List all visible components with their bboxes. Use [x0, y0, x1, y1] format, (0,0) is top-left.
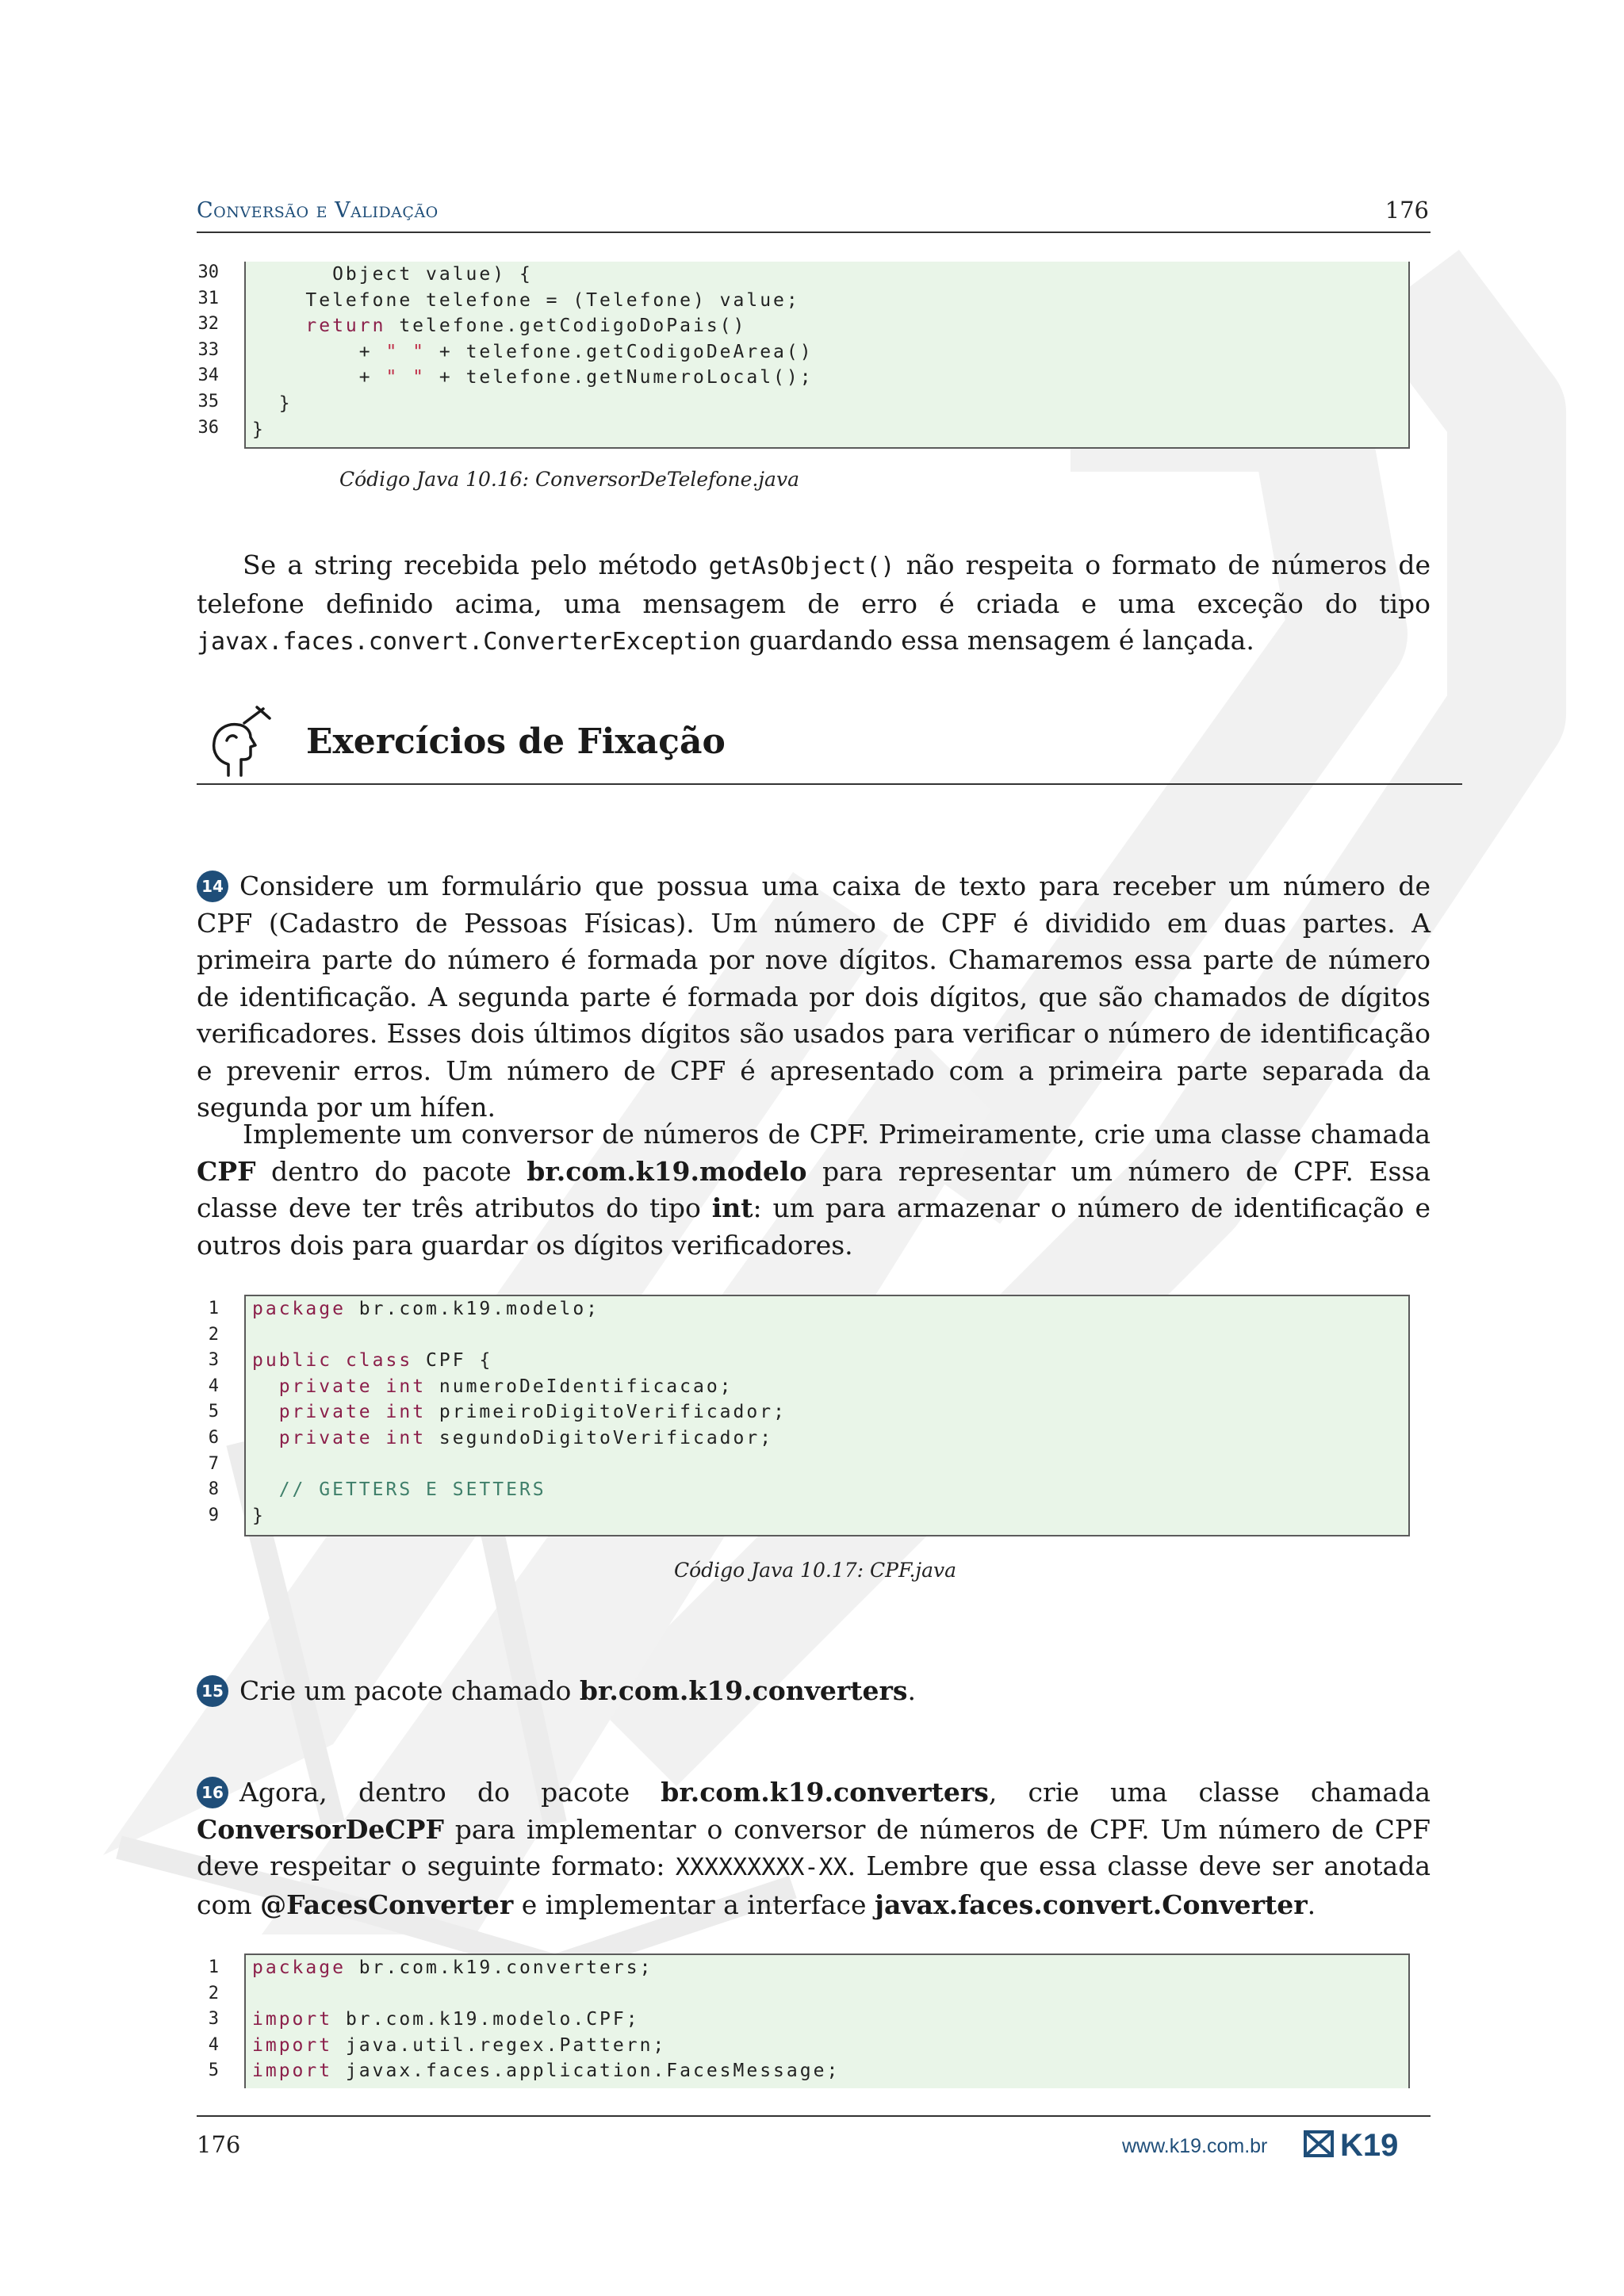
- line-number: 32: [197, 314, 219, 335]
- page-number-bottom: 176: [197, 2131, 241, 2158]
- exercise-16-badge: 16: [197, 1777, 228, 1808]
- listing-1017-code: [244, 1295, 1410, 1536]
- line-number: 6: [208, 1427, 219, 1448]
- code-line: import javax.faces.application.FacesMessage;: [252, 2061, 841, 2082]
- header-rule: [197, 232, 1431, 233]
- listing-1016-code: [244, 262, 1410, 449]
- line-number: 3: [208, 2009, 219, 2030]
- listing-1017-line-numbers: [187, 1296, 219, 1529]
- line-number: 36: [197, 417, 219, 438]
- section-rule: [197, 783, 1462, 785]
- code-converter-exception: javax.faces.convert.ConverterException: [197, 628, 741, 656]
- exercise-14-instructions: Implemente um conversor de números de CPF. Primeiramente, crie uma classe chamada CPF dentro do pacote br.com.k19.modelo para representar um número de CPF. Essa classe deve ter três atributos do tipo int: um para armazenar o número de identificação e outros dois para guardar os dígitos verificadores.: [197, 1119, 1431, 1261]
- page-number-top: 176: [1385, 197, 1429, 224]
- exercise-14-text: 14 Considere um formulário que possua uma caixa de texto para receber um número de CPF (Cadastro de Pessoas Físicas). Um número de CPF é dividido em duas partes. A primeira parte do número é formada por nove dígitos. Chamaremos essa parte de número de identificação. A segunda parte é formada por dois dígitos, que são chamados de dígitos verificadores. Esses dois últimos dígitos são usados para verificar o número de identificação e prevenir erros. Um número de CPF é apresentado com a primeira parte separada da segunda por um hífen.: [197, 871, 1431, 1123]
- listing-1016-line-numbers: [187, 260, 219, 441]
- line-number: 7: [208, 1453, 219, 1474]
- code-line: import br.com.k19.modelo.CPF;: [252, 2009, 640, 2030]
- code-line: + " " + telefone.getCodigoDeArea(): [252, 341, 814, 362]
- line-number: 30: [197, 262, 219, 282]
- line-number: 34: [197, 365, 219, 386]
- code-line: // GETTERS E SETTERS: [278, 1479, 546, 1501]
- code-line: [246, 1322, 1408, 1349]
- code-line: }: [252, 419, 266, 440]
- line-number: 9: [208, 1505, 219, 1525]
- code-line: import java.util.regex.Pattern;: [252, 2034, 667, 2056]
- code-line: private int primeiroDigitoVerificador;: [278, 1402, 787, 1423]
- line-number: 3: [208, 1350, 219, 1371]
- line-number: 5: [208, 2061, 219, 2081]
- paragraph-getasobject: Se a string recebida pelo método getAsObject() não respeita o formato de números de telefone definido acima, uma mensagem de erro é criada e uma exceção do tipo javax.faces.convert.ConverterException guardando essa mensagem é lançada.: [197, 549, 1431, 656]
- code-getasobject: getAsObject(): [708, 553, 895, 580]
- code-line: [246, 1981, 1408, 2007]
- head-hammer-icon: [198, 706, 278, 785]
- code-line: [246, 1452, 1408, 1478]
- footer-rule: [197, 2115, 1431, 2117]
- exercise-14-badge: 14: [197, 871, 228, 902]
- code-line: public class CPF {: [252, 1350, 493, 1372]
- line-number: 5: [208, 1402, 219, 1422]
- listing-next-line-numbers: [187, 1955, 219, 2084]
- listing-1017-caption: Código Java 10.17: CPF.java: [673, 1559, 957, 1582]
- line-number: 2: [208, 1983, 219, 2003]
- listing-1016-caption: Código Java 10.16: ConversorDeTelefone.java: [339, 468, 799, 491]
- exercise-15-text: 15 Crie um pacote chamado br.com.k19.converters.: [197, 1673, 1431, 1710]
- exercise-16-text: 16 Agora, dentro do pacote br.com.k19.converters, crie uma classe chamada ConversorDeCPF para implementar o conversor de números de CPF. Um número de CPF deve respeitar o seguinte formato: XXXXXXXXX-XX. Lembre que essa classe deve ser anotada com @FacesConverter e implementar a interface javax.faces.convert.Converter.: [197, 1777, 1431, 1920]
- line-number: 35: [197, 391, 219, 411]
- code-line: package br.com.k19.converters;: [252, 1957, 653, 1978]
- line-number: 33: [197, 339, 219, 360]
- line-number: 1: [208, 1299, 219, 1318]
- exercise-15-badge: 15: [197, 1675, 228, 1707]
- footer-url[interactable]: www.k19.com.br: [1122, 2135, 1268, 2157]
- code-line: private int segundoDigitoVerificador;: [278, 1427, 774, 1448]
- code-line: private int numeroDeIdentificacao;: [278, 1376, 733, 1397]
- svg-text:K19: K19: [1340, 2128, 1399, 2160]
- code-line: Object value) {: [252, 264, 533, 285]
- listing-next-code: [244, 1954, 1410, 2088]
- k19-logo: [1302, 2127, 1431, 2160]
- line-number: 4: [208, 1376, 219, 1396]
- code-line: Telefone telefone = (Telefone) value;: [252, 289, 800, 311]
- line-number: 2: [208, 1324, 219, 1345]
- code-line: return telefone.getCodigoDoPais(): [305, 316, 747, 337]
- line-number: 1: [208, 1957, 219, 1977]
- section-title: Exercícios de Fixação: [306, 721, 726, 762]
- running-head-title: Conversão e Validação: [197, 198, 439, 223]
- code-line: }: [252, 1505, 266, 1526]
- code-line: package br.com.k19.modelo;: [252, 1299, 600, 1319]
- line-number: 8: [208, 1479, 219, 1500]
- code-line: + " " + telefone.getNumeroLocal();: [252, 367, 814, 388]
- line-number: 31: [197, 288, 219, 308]
- line-number: 4: [208, 2034, 219, 2055]
- code-line: }: [252, 392, 293, 414]
